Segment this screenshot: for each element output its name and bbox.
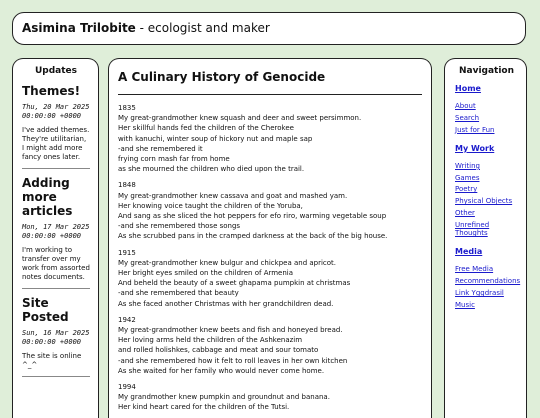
stanza-year: 1835: [118, 104, 136, 112]
poem-stanza: [118, 382, 422, 413]
update-heading: Themes!: [22, 84, 81, 98]
update-divider: [22, 168, 90, 169]
poem-stanza: [118, 180, 422, 241]
nav-link-free-media[interactable]: Free Media: [455, 265, 494, 274]
poem-line: Her bright eyes smiled on the children of Armenia: [118, 269, 294, 278]
poem-line: As she faced another Christmas with her grandchildren dead.: [118, 299, 334, 308]
update-date: Mon, 17 Mar 2025 00:00:00 +0000: [22, 223, 90, 240]
poem-line: My grandmother knew pumpkin and groundnut and banana.: [118, 393, 330, 402]
updates-title: Updates: [34, 66, 78, 76]
stanza-year: 1915: [118, 248, 136, 257]
update-heading: Adding more articles: [22, 176, 73, 218]
navigation-list: [455, 84, 521, 309]
nav-link-writing[interactable]: Writing: [455, 161, 480, 170]
poem-line: with kanuchi, winter soup of hickory nut and maple sap: [118, 134, 313, 143]
nav-section-home[interactable]: Home: [455, 84, 481, 93]
stanza-year: 1942: [118, 315, 136, 324]
poem-line: My great-grandmother knew bulgur and chickpea and apricot.: [118, 258, 337, 267]
nav-link-physical-objects[interactable]: Physical Objects: [455, 197, 513, 206]
nav-link-link-yggdrasil[interactable]: Link Yggdrasil: [455, 289, 504, 298]
poem-line: -and she remembered how it felt to roll leaves in her own kitchen: [118, 356, 348, 365]
title-divider: [118, 94, 422, 95]
page-title: A Culinary History of Genocide: [118, 70, 326, 84]
poem-line: -and she remembered that beauty: [118, 289, 239, 298]
site-header: [12, 12, 526, 45]
nav-link-poetry[interactable]: Poetry: [455, 185, 478, 194]
poem-line: My great-grandmother knew cassava and goat and mashed yam.: [118, 191, 348, 200]
nav-section-my-work[interactable]: My Work: [455, 143, 495, 153]
update-divider: [22, 376, 90, 377]
stanza-year: 1848: [118, 181, 136, 190]
poem-line: My great-grandmother knew squash and deer and sweet persimmon.: [118, 114, 362, 123]
poem-line: And beheld the beauty of a sweet ghapama pumpkin at christmas: [118, 279, 351, 288]
site-tagline: - ecologist and maker: [139, 21, 270, 35]
nav-link-about[interactable]: About: [455, 102, 476, 110]
poem-stanza: [118, 315, 422, 376]
poem-line: As she waited for her family who would never come home.: [118, 366, 325, 375]
poem-line: frying corn mash far from home: [118, 155, 230, 164]
nav-link-just-for-fun[interactable]: Just for Fun: [455, 125, 495, 134]
poem-line: As she scrubbed pans in the cramped darkness at the back of the big house.: [118, 232, 388, 241]
update-text: I'm working to transfer over my work from assorted notes documents.: [22, 246, 90, 281]
poem-stanza: [118, 103, 422, 174]
poem-line: -and she remembered it: [118, 144, 203, 153]
update-text: I've added themes. They're utilitarian, I might add more fancy ones later.: [22, 126, 90, 161]
nav-link-games[interactable]: Games: [455, 173, 480, 182]
site-name[interactable]: Asimina Trilobite: [22, 21, 136, 35]
poem-line: Her knowing voice taught the children of the Yoruba,: [118, 201, 303, 210]
poem-line: My great-grandmother knew beets and fish and honeyed bread.: [118, 326, 343, 335]
stanza-year: 1994: [118, 383, 136, 392]
poem-line: and rolled holishkes, cabbage and meat and sour tomato: [118, 346, 319, 355]
main-content: [108, 58, 432, 418]
poem-body: [118, 103, 422, 413]
nav-section-media[interactable]: Media: [455, 247, 483, 257]
update-date: Thu, 20 Mar 2025 00:00:00 +0000: [22, 103, 90, 120]
update-date: Sun, 16 Mar 2025 00:00:00 +0000: [22, 329, 90, 346]
poem-line: Her loving arms held the children of the Ashkenazim: [118, 336, 303, 345]
update-divider: [22, 288, 90, 289]
updates-list: [22, 84, 90, 377]
poem-line: as she mourned the children who died upon the trail.: [118, 165, 305, 174]
updates-sidebar: [12, 58, 99, 418]
nav-link-unrefined-thoughts[interactable]: Unrefined Thoughts: [455, 220, 490, 238]
update-text: The site is online ^_^: [22, 352, 82, 369]
nav-link-search[interactable]: Search: [455, 113, 480, 122]
poem-line: Her skillful hands fed the children of the Cherokee: [118, 124, 294, 133]
poem-stanza: [118, 248, 422, 309]
navigation-title: Navigation: [458, 66, 515, 76]
nav-link-music[interactable]: Music: [455, 300, 475, 309]
poem-line: -and she remembered those songs: [118, 222, 241, 231]
nav-link-recommendations[interactable]: Recommendations: [455, 277, 521, 286]
poem-line: Her kind heart cared for the children of the Tutsi.: [118, 403, 290, 412]
update-heading: Site Posted: [22, 296, 69, 324]
poem-line: And sang as she sliced the hot peppers for efo riro, warming vegetable soup: [118, 212, 387, 221]
navigation-sidebar: [444, 58, 527, 418]
nav-link-other[interactable]: Other: [455, 209, 475, 218]
